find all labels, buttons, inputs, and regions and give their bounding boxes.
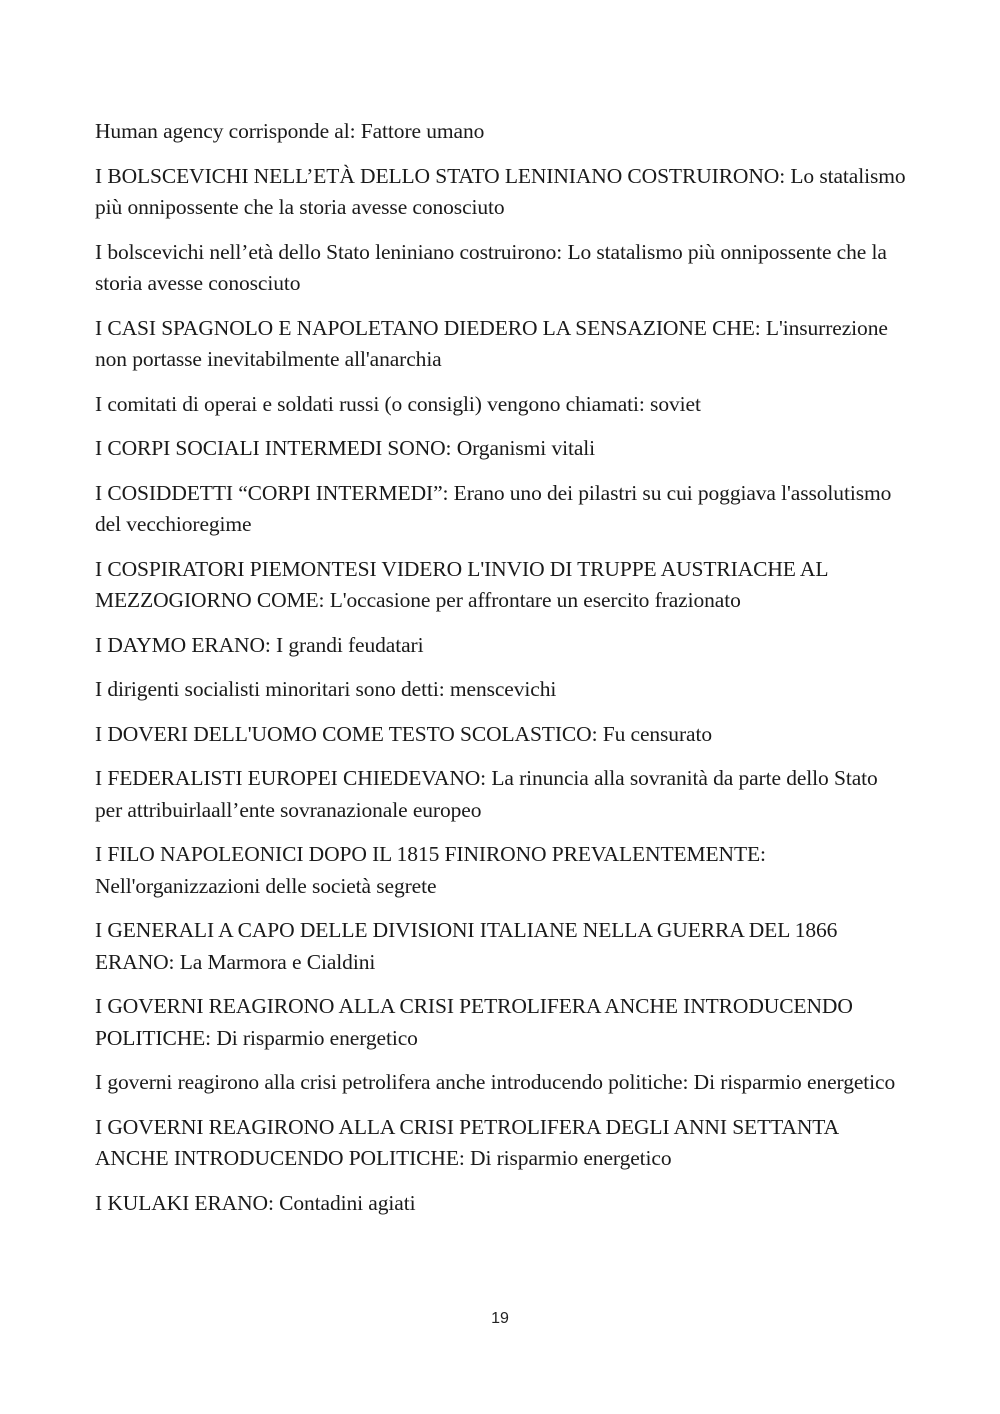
page-body: [95, 116, 910, 1232]
entry-text: I DOVERI DELL'UOMO COME TESTO SCOLASTICO: Fu censurato: [95, 721, 712, 746]
entry-text: I COSIDDETTI “CORPI INTERMEDI”: Erano uno dei pilastri su cui poggiava l'assolutismo del vecchioregime: [95, 480, 892, 536]
entry-text: I bolscevichi nell’età dello Stato leniniano costruirono: Lo statalismo più onnipossente che la storia avesse conosciuto: [95, 239, 887, 295]
entry-text: I FILO NAPOLEONICI DOPO IL 1815 FINIRONO PREVALENTEMENTE: Nell'organizzazioni delle società segrete: [95, 842, 766, 898]
entry-text: I CORPI SOCIALI INTERMEDI SONO: Organismi vitali: [95, 436, 596, 460]
entry-text: I KULAKI ERANO: Contadini agiati: [95, 1190, 416, 1215]
entry-text: I GOVERNI REAGIRONO ALLA CRISI PETROLIFERA DEGLI ANNI SETTANTA ANCHE INTRODUCENDO POLITICHE: Di risparmio energetico: [95, 1114, 838, 1170]
entry-text: I GENERALI A CAPO DELLE DIVISIONI ITALIANE NELLA GUERRA DEL 1866 ERANO: La Marmora e Cialdini: [95, 918, 838, 974]
entry-text: I governi reagirono alla crisi petrolifera anche introducendo politiche: Di risparmio energetico: [95, 1070, 896, 1094]
entry-text: I DAYMO ERANO: I grandi feudatari: [95, 632, 424, 657]
entry-text: I CASI SPAGNOLO E NAPOLETANO DIEDERO LA SENSAZIONE CHE: L'insurrezione non portasse inevitabilmente all'anarchia: [95, 315, 888, 371]
entry-text: I BOLSCEVICHI NELL’ETÀ DELLO STATO LENINIANO COSTRUIRONO: Lo statalismo più onnipossente che la storia avesse conosciuto: [95, 163, 906, 219]
entry-text: I GOVERNI REAGIRONO ALLA CRISI PETROLIFERA ANCHE INTRODUCENDO POLITICHE: Di risparmio energetico: [95, 994, 853, 1050]
page-number: 19: [491, 1310, 509, 1327]
entry-text: Human agency corrisponde al: Fattore umano: [95, 119, 485, 143]
entry-text: I FEDERALISTI EUROPEI CHIEDEVANO: La rinuncia alla sovranità da parte dello Stato per attribuirlaall’ente sovranazionale europeo: [95, 766, 878, 822]
entry-text: I dirigenti socialisti minoritari sono detti: menscevichi: [95, 677, 557, 701]
entry-text: I comitati di operai e soldati russi (o consigli) vengono chiamati: soviet: [95, 391, 701, 416]
entry-text: I COSPIRATORI PIEMONTESI VIDERO L'INVIO DI TRUPPE AUSTRIACHE AL MEZZOGIORNO COME: L'occasione per affrontare un esercito frazionato: [95, 556, 828, 612]
